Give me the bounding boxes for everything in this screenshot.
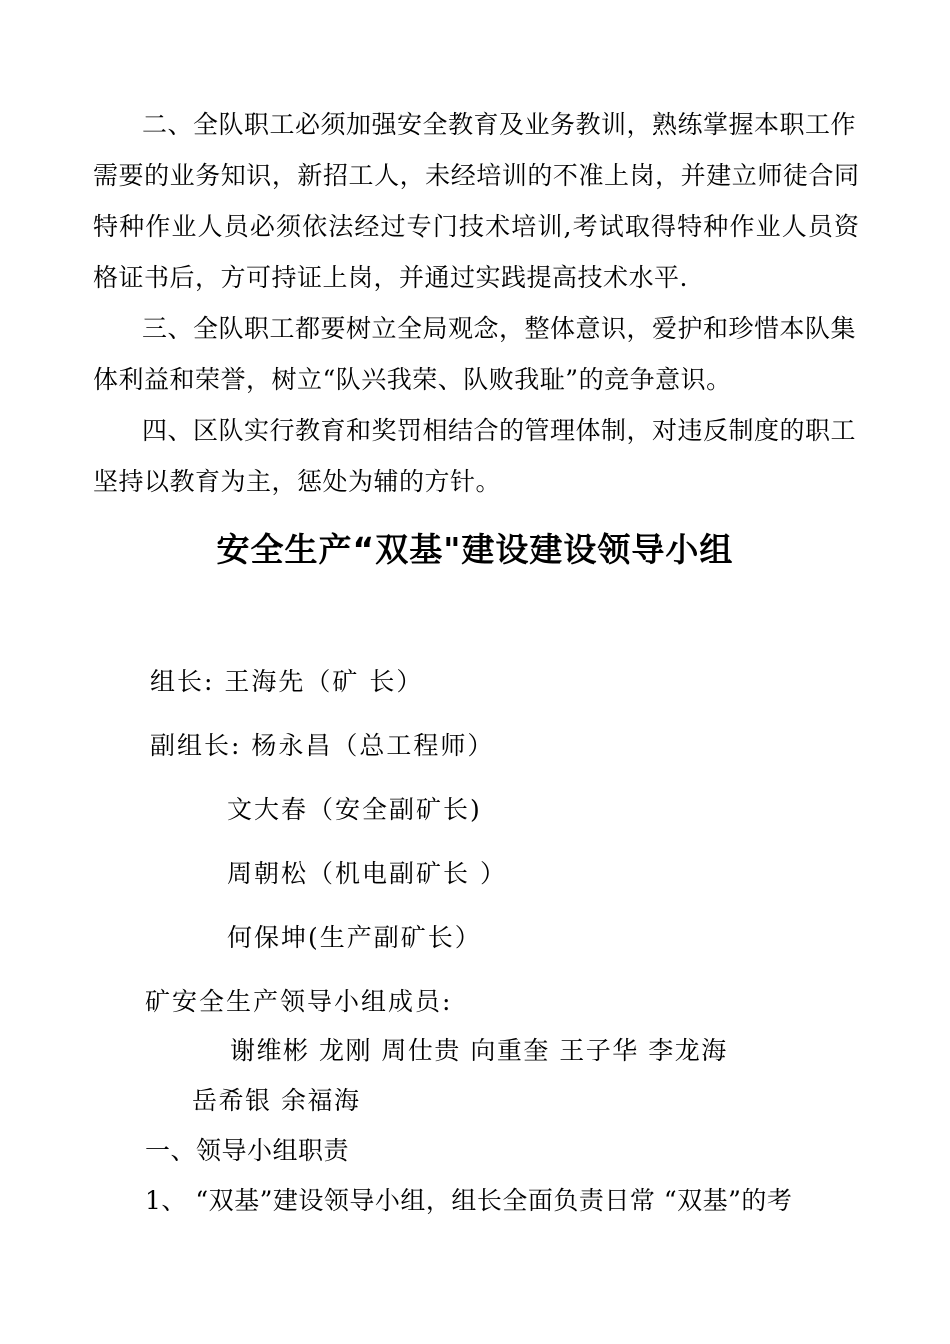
members-label: 矿安全生产领导小组成员:: [145, 987, 453, 1016]
deputy-leader-1: 文大春（安全副矿长): [227, 795, 482, 824]
paragraph-two-line-2: 需要的业务知识，新招工人，未经培训的不准上岗，并建立师徒合同: [93, 161, 859, 190]
members-line-2: 岳希银 余福海: [192, 1086, 361, 1115]
paragraph-three-line-1: 三、全队职工都要树立全局观念，整体意识，爱护和珍惜本队集: [142, 314, 857, 343]
deputy-leader-2: 周朝松（机电副矿长 ）: [227, 859, 507, 888]
paragraph-three-line-2: 体利益和荣誉，树立“队兴我荣、队败我耻”的竞争意识。: [93, 365, 732, 394]
duties-heading: 一、领导小组职责: [145, 1136, 350, 1165]
paragraph-two-line-3: 特种作业人员必须依法经过专门技术培训,考试取得特种作业人员资: [93, 212, 859, 241]
duties-item-1: 1、 “双基”建设领导小组，组长全面负责日常 “双基”的考: [145, 1186, 793, 1215]
section-title: 安全生产“双基"建设建设领导小组: [216, 530, 734, 569]
group-leader: 组长: 王海先（矿 长）: [150, 667, 424, 696]
paragraph-four-line-1: 四、区队实行教育和奖罚相结合的管理体制，对违反制度的职工: [142, 416, 857, 445]
paragraph-four-line-2: 坚持以教育为主，惩处为辅的方针。: [93, 467, 502, 496]
deputy-leader-label: 副组长: 杨永昌（总工程师）: [150, 731, 495, 760]
deputy-leader-3: 何保坤(生产副矿长）: [227, 923, 482, 952]
paragraph-two-line-1: 二、全队职工必须加强安全教育及业务教训，熟练掌握本职工作: [142, 110, 857, 139]
members-line-1: 谢维彬 龙刚 周仕贵 向重奎 王子华 李龙海: [230, 1036, 728, 1065]
paragraph-two-line-4: 格证书后，方可持证上岗，并通过实践提高技术水平.: [93, 263, 688, 292]
